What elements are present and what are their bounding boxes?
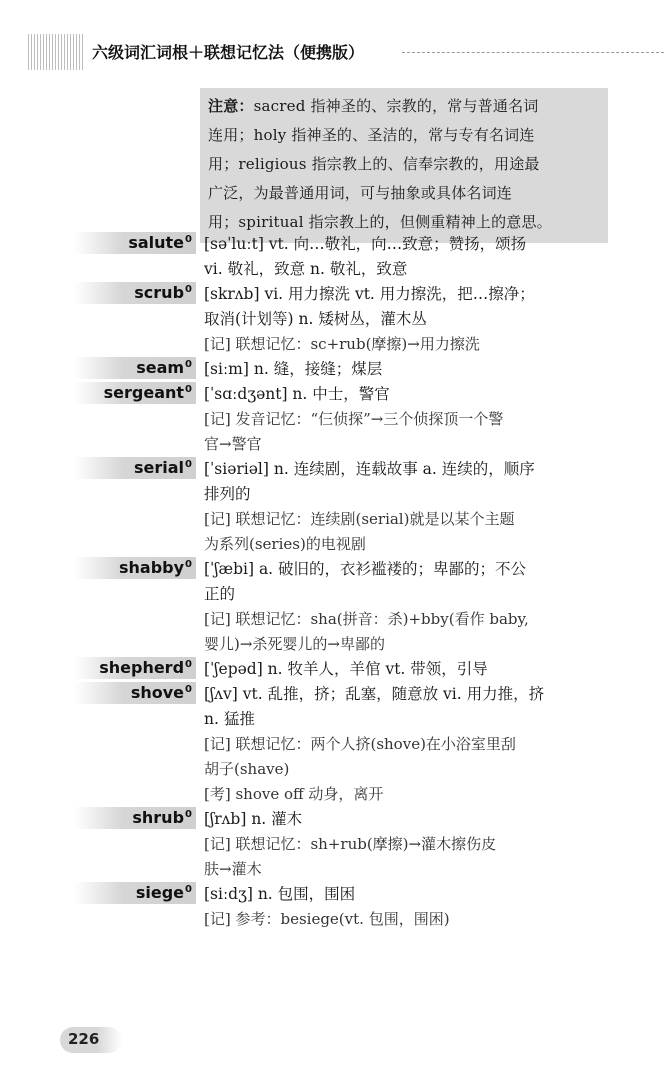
headword xyxy=(99,658,192,677)
headword-superscript: 0 xyxy=(185,383,192,395)
entry-body xyxy=(204,357,600,382)
note-line: sacred 指神圣的、宗教的，常与普通名词 xyxy=(253,97,539,115)
entry-body xyxy=(204,457,600,557)
headword-superscript: 0 xyxy=(185,233,192,245)
entry-5 xyxy=(0,557,671,657)
entry-body xyxy=(204,232,600,282)
headword xyxy=(136,358,192,377)
definition-line: 取消(计划等) n. 矮树丛，灌木丛 xyxy=(204,310,427,328)
headword-superscript: 0 xyxy=(185,358,192,370)
memory-tip-line: 官→警官 xyxy=(204,435,262,453)
definition-line: vi. 敬礼，致意 n. 敬礼，致意 xyxy=(204,260,408,278)
headword xyxy=(131,683,192,702)
header-decoration xyxy=(28,34,84,70)
note-line: 用；religious 指宗教上的、信奉宗教的，用途最 xyxy=(208,155,540,173)
headword-superscript: 0 xyxy=(185,808,192,820)
definition-line: [ˈʃæbi] a. 破旧的，衣衫褴褛的；卑鄙的；不公 xyxy=(204,560,527,578)
headword-superscript: 0 xyxy=(185,883,192,895)
entry-7 xyxy=(0,682,671,807)
entry-body xyxy=(204,882,600,932)
headword xyxy=(128,233,192,252)
headword-text: salute xyxy=(128,233,185,252)
note-line: 用；spiritual 指宗教上的，但侧重精神上的意思。 xyxy=(208,213,552,231)
headword-superscript: 0 xyxy=(185,558,192,570)
memory-tip-line: [记] 联想记忆：sh+rub(摩擦)→灌木擦伤皮 xyxy=(204,835,497,853)
headword xyxy=(119,558,192,577)
entry-6 xyxy=(0,657,671,682)
definition-line: [ˈsɑːdʒənt] n. 中士，警官 xyxy=(204,385,390,403)
entry-body xyxy=(204,282,600,357)
headword-superscript: 0 xyxy=(185,683,192,695)
headword-text: seam xyxy=(136,358,185,377)
headword-label xyxy=(74,282,196,304)
headword-text: scrub xyxy=(134,283,185,302)
definition-line: [ˈsiəriəl] n. 连续剧，连载故事 a. 连续的，顺序 xyxy=(204,460,535,478)
memory-tip-line: [记] 联想记忆：两个人挤(shove)在小浴室里刮 xyxy=(204,735,516,753)
headword-superscript: 0 xyxy=(185,458,192,470)
definition-line: [skrʌb] vi. 用力擦洗 vt. 用力擦洗，把…擦净； xyxy=(204,285,535,303)
headword-text: shove xyxy=(130,683,185,702)
headword-label xyxy=(74,807,196,829)
note-line: 广泛，为最普通用词，可与抽象或具体名词连 xyxy=(208,184,513,202)
entry-body xyxy=(204,807,600,882)
entry-9 xyxy=(0,882,671,932)
memory-tip-line: [记] 联想记忆：sc+rub(摩擦)→用力擦洗 xyxy=(204,335,480,353)
definition-line: [siːdʒ] n. 包围，围困 xyxy=(204,885,356,903)
memory-tip-line: 肤→灌木 xyxy=(204,860,262,878)
book-title: 六级词汇词根＋联想记忆法（便携版） xyxy=(92,43,365,62)
memory-tip-line: 婴儿)→杀死婴儿的→卑鄙的 xyxy=(204,635,385,653)
definition-line: [ʃʌv] vt. 乱推，挤；乱塞，随意放 vi. 用力推，挤 xyxy=(204,685,545,703)
entry-body xyxy=(204,557,600,657)
headword xyxy=(136,883,192,902)
memory-tip-line: [记] 联想记忆：连续剧(serial)就是以某个主题 xyxy=(204,510,515,528)
entry-0 xyxy=(0,232,671,282)
definition-line: [ˈʃepəd] n. 牧羊人，羊倌 vt. 带领，引导 xyxy=(204,660,488,678)
headword-label xyxy=(74,682,196,704)
headword xyxy=(132,808,192,827)
definition-line: [səˈluːt] vt. 向…敬礼，向…致意；赞扬，颂扬 xyxy=(204,235,527,253)
headword-text: shabby xyxy=(118,558,185,577)
headword-label xyxy=(74,232,196,254)
memory-tip-line: [记] 参考：besiege(vt. 包围，围困) xyxy=(204,910,450,928)
headword-label xyxy=(74,657,196,679)
entry-3 xyxy=(0,382,671,457)
memory-tip-line: 胡子(shave) xyxy=(204,760,290,778)
definition-line: n. 猛推 xyxy=(204,710,255,728)
entry-list xyxy=(0,232,671,932)
entry-body xyxy=(204,682,600,807)
header-rule xyxy=(402,52,664,53)
headword-label xyxy=(74,382,196,404)
headword-label xyxy=(74,457,196,479)
headword-superscript: 0 xyxy=(185,658,192,670)
headword-text: sergeant xyxy=(103,383,185,402)
entry-4 xyxy=(0,457,671,557)
usage-note-box xyxy=(200,88,608,243)
headword-text: siege xyxy=(135,883,185,902)
note-label: 注意： xyxy=(208,97,254,115)
headword-label xyxy=(74,357,196,379)
headword-superscript: 0 xyxy=(185,283,192,295)
headword xyxy=(134,283,192,302)
entry-body xyxy=(204,657,600,682)
headword-text: shrub xyxy=(132,808,185,827)
entry-body xyxy=(204,382,600,457)
page-number: 226 xyxy=(68,1030,100,1048)
memory-tip-line: 为系列(series)的电视剧 xyxy=(204,535,366,553)
entry-2 xyxy=(0,357,671,382)
running-header xyxy=(0,34,671,74)
headword xyxy=(104,383,192,402)
headword-label xyxy=(74,557,196,579)
definition-line: [siːm] n. 缝，接缝；煤层 xyxy=(204,360,383,378)
headword-text: shepherd xyxy=(99,658,185,677)
entry-1 xyxy=(0,282,671,357)
memory-tip-line: [记] 发音记忆：“仨侦探”→三个侦探顶一个警 xyxy=(204,410,504,428)
definition-line: [ʃrʌb] n. 灌木 xyxy=(204,810,303,828)
definition-line: 正的 xyxy=(204,585,236,603)
headword-label xyxy=(74,882,196,904)
note-line: 连用；holy 指神圣的、圣洁的，常与专有名词连 xyxy=(208,126,535,144)
page-number-tab xyxy=(60,1027,122,1053)
memory-tip-line: [记] 联想记忆：sha(拼音：杀)+bby(看作 baby, xyxy=(204,610,529,628)
headword-text: serial xyxy=(134,458,185,477)
definition-line: 排列的 xyxy=(204,485,251,503)
memory-tip-line: [考] shove off 动身，离开 xyxy=(204,785,384,803)
headword xyxy=(134,458,192,477)
entry-8 xyxy=(0,807,671,882)
